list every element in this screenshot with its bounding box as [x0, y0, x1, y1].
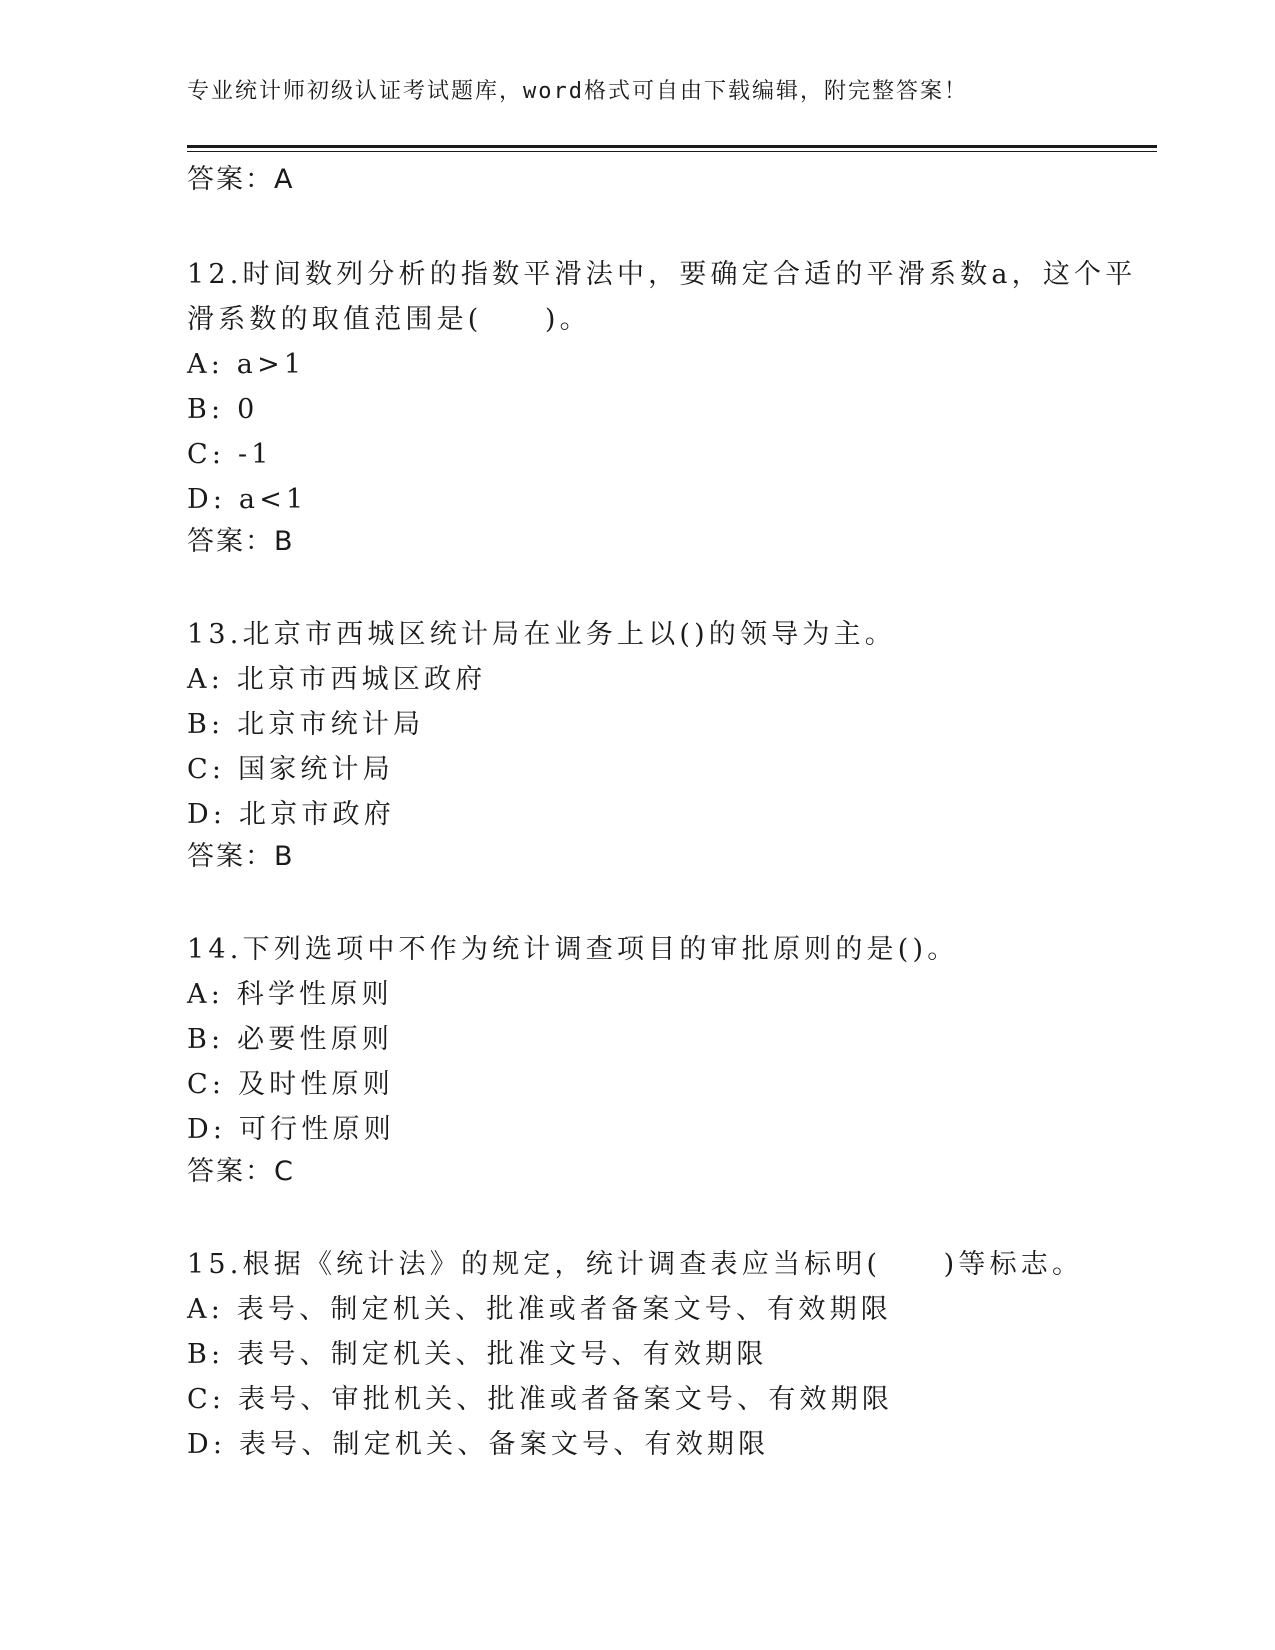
- question-13: [187, 612, 1087, 877]
- option-c: C: 国家统计局: [187, 754, 394, 785]
- option-c: C: -1: [187, 439, 273, 470]
- header-rule-thin: [187, 151, 1157, 152]
- option-b: B: 0: [187, 394, 259, 425]
- option-c: C: 表号、审批机关、批准或者备案文号、有效期限: [187, 1384, 894, 1415]
- answer: 答案：C: [187, 1156, 295, 1187]
- option-b: B: 表号、制定机关、批准文号、有效期限: [187, 1339, 768, 1370]
- option-a: A: 科学性原则: [187, 979, 393, 1010]
- header-note: 专业统计师初级认证考试题库，word格式可自由下载编辑，附完整答案！: [187, 79, 968, 104]
- option-b: B: 必要性原则: [187, 1024, 394, 1055]
- question-text: [187, 252, 1137, 342]
- question-text: [187, 927, 1087, 972]
- option-a: A: 表号、制定机关、批准或者备案文号、有效期限: [187, 1294, 892, 1325]
- option-a: A: 北京市西城区政府: [187, 664, 487, 695]
- question-line: 滑系数的取值范围是( )。: [187, 304, 591, 335]
- answer: 答案：B: [187, 526, 295, 557]
- option-b: B: 北京市统计局: [187, 709, 425, 740]
- question-15: [187, 1242, 1087, 1467]
- question-text: [187, 1242, 1087, 1287]
- question-line: 15.根据《统计法》的规定，统计调查表应当标明( )等标志。: [187, 1249, 1084, 1280]
- question-line: 13.北京市西城区统计局在业务上以()的领导为主。: [187, 619, 897, 650]
- question-line: 12.时间数列分析的指数平滑法中，要确定合适的平滑系数a，这个平: [187, 259, 1137, 290]
- answer-previous: 答案：A: [187, 164, 295, 195]
- question-list: [187, 160, 1137, 1467]
- question-text: [187, 612, 1087, 657]
- option-c: C: 及时性原则: [187, 1069, 394, 1100]
- option-a: A: a>1: [187, 349, 306, 380]
- header-rule-thick: [187, 145, 1157, 148]
- option-d: D: 可行性原则: [187, 1114, 395, 1145]
- question-line: 14.下列选项中不作为统计调查项目的审批原则的是()。: [187, 934, 959, 965]
- question-12: [187, 252, 1137, 562]
- option-d: D: a<1: [187, 484, 308, 515]
- option-d: D: 北京市政府: [187, 799, 395, 830]
- question-14: [187, 927, 1087, 1192]
- answer: 答案：B: [187, 841, 295, 872]
- option-d: D: 表号、制定机关、备案文号、有效期限: [187, 1429, 770, 1460]
